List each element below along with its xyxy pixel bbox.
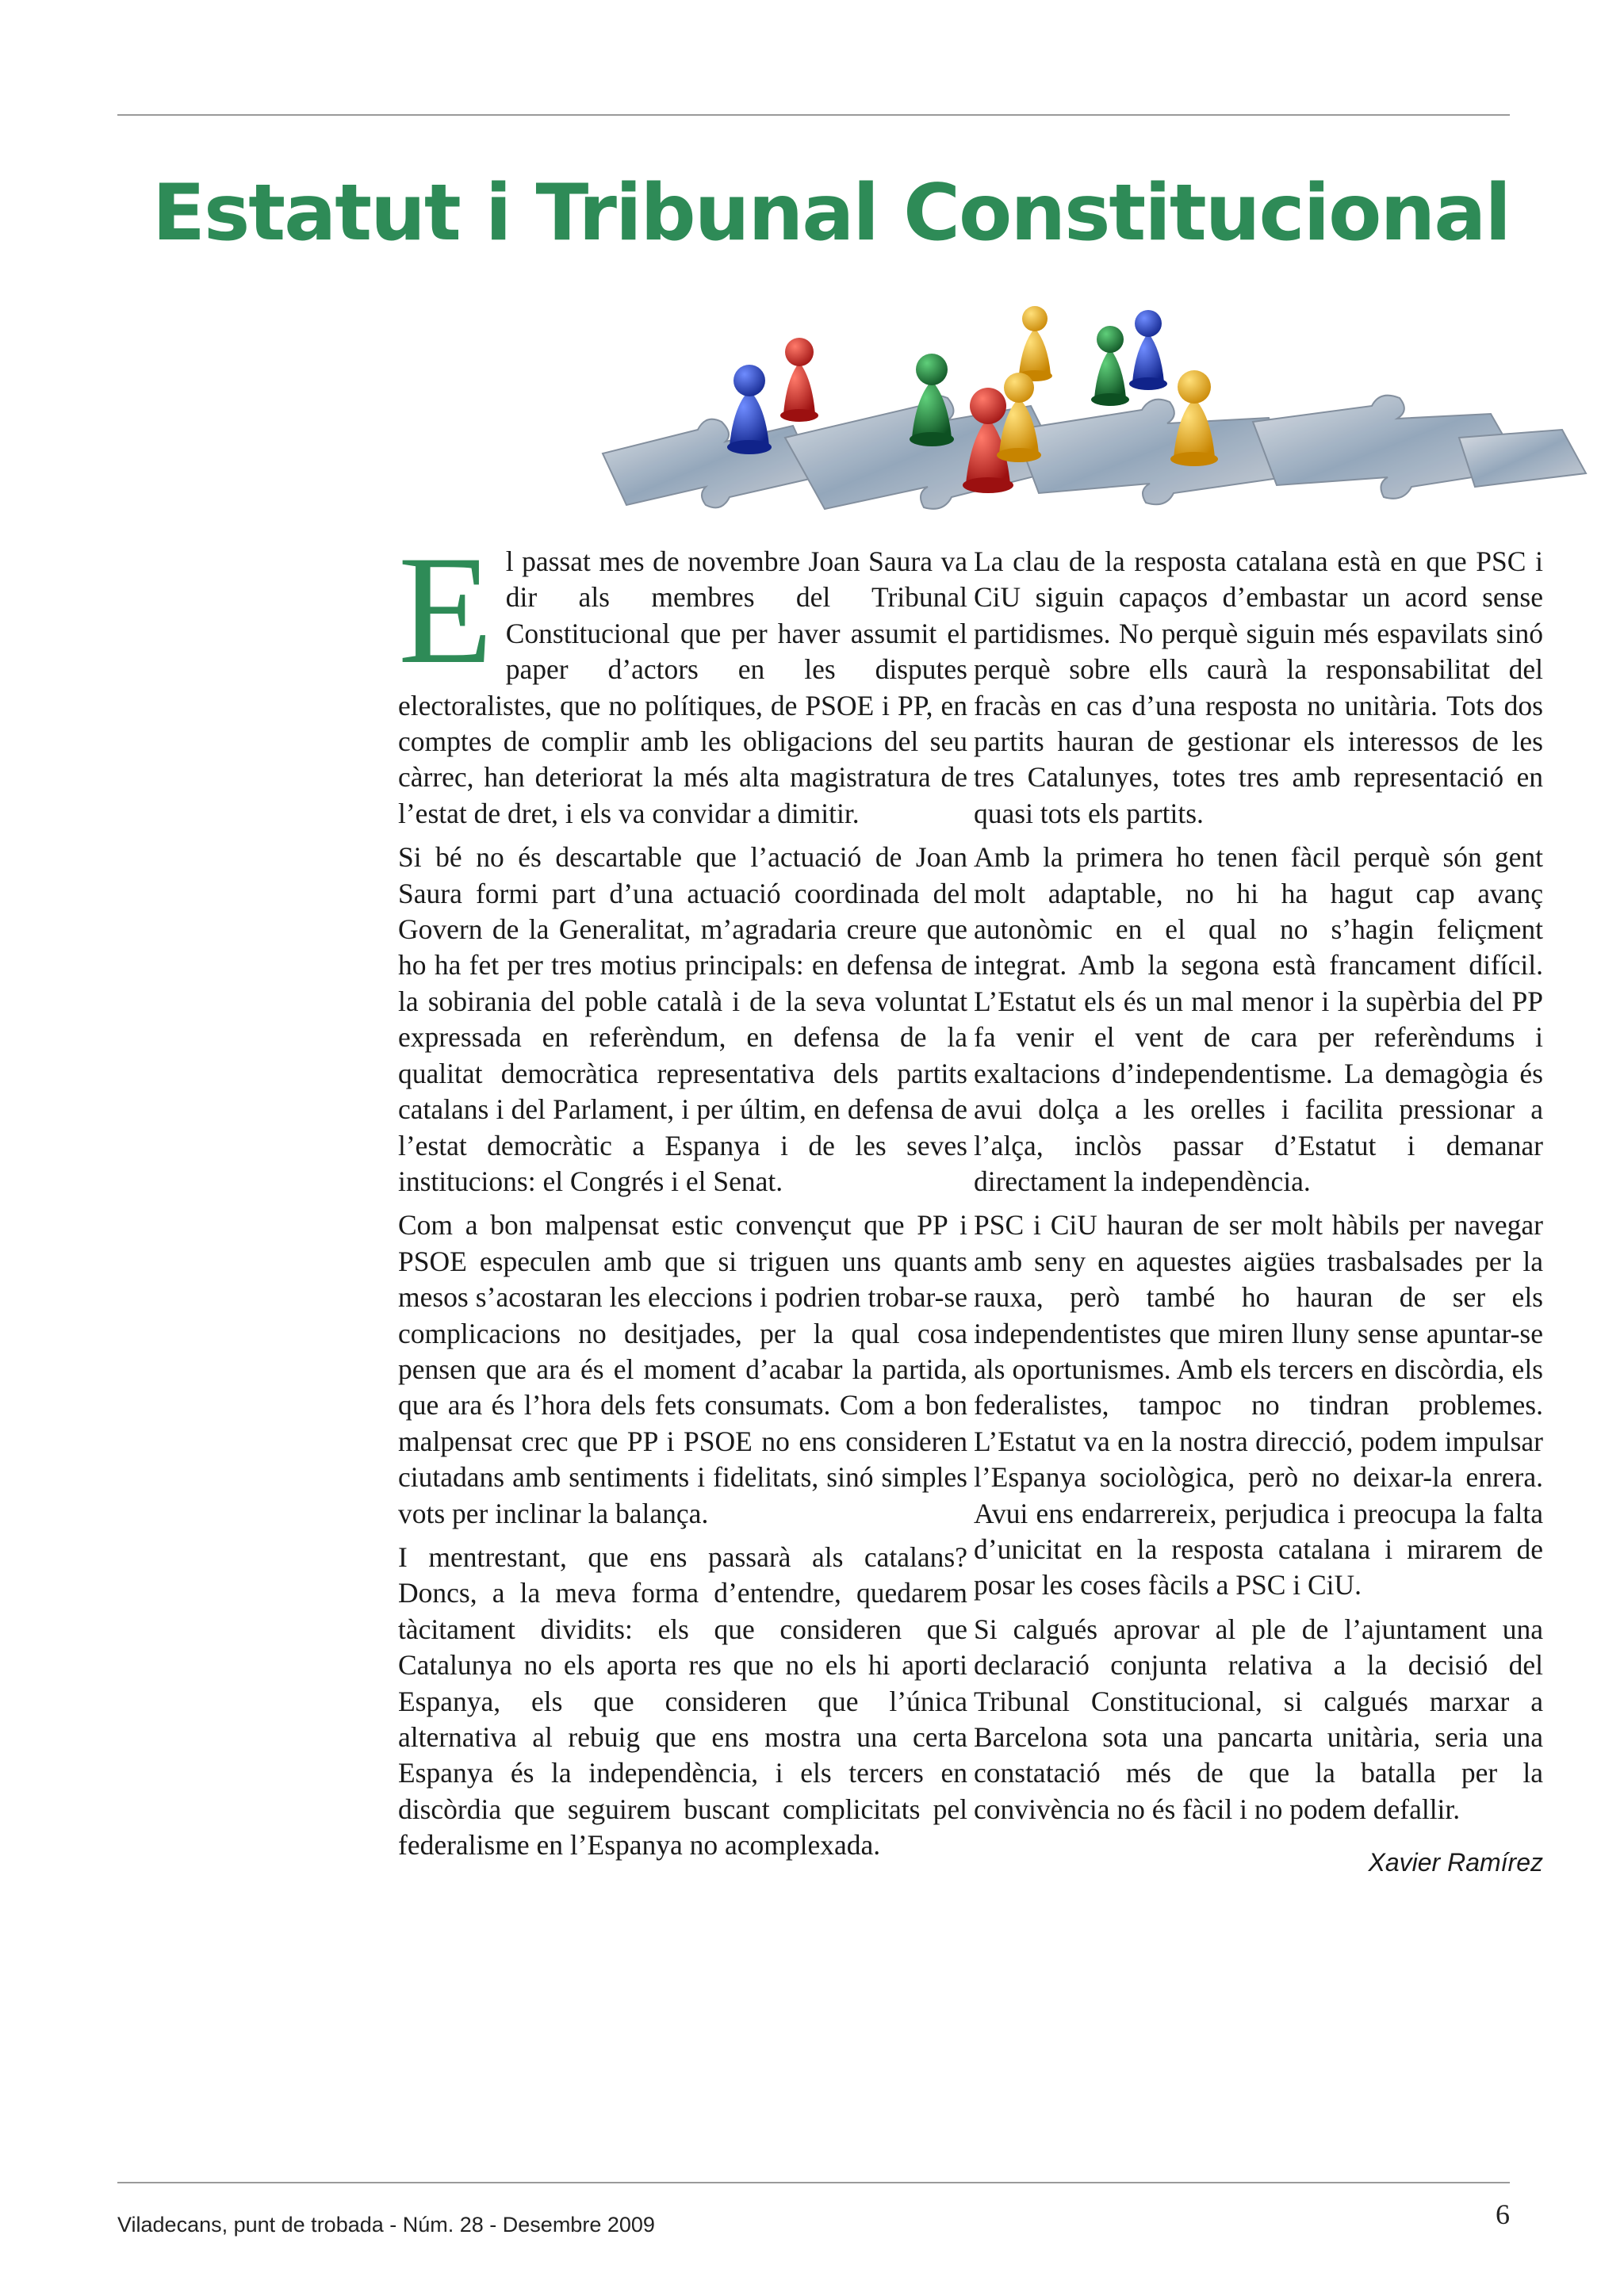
puzzle-pawns-illustration (587, 279, 1602, 517)
drop-cap: E (398, 524, 493, 696)
pawn-blue (727, 365, 772, 454)
author-signature: Xavier Ramírez (1368, 1848, 1543, 1877)
paragraph-5: La clau de la resposta catalana està en que PSC i CiU siguin capaços d’embastar un acord sense partidismes. No perquè siguin més espavilats sinó perquè sobre ells caurà la responsabilitat del fracàs en cas d’una resposta no unitària. Tots dos partits hauran de gestionar els interessos de les tres Catalunyes, totes tres amb representació en quasi tots els partits. (974, 545, 1543, 829)
paragraph-3: Com a bon malpensat estic convençut que PP i PSOE especulen amb que si triguen uns quants mesos s’acostaran les eleccions i podrien trobar-se complicacions no desitjades, per la qual cosa pensen que ara és el moment d’acabar la partida, que ara és l’hora dels fets consumats. Com a bon malpensat crec que PP i PSOE no ens consideren ciutadans amb sentiments i fidelitats, sinó simples vots per inclinar la balança. (398, 1209, 967, 1529)
paragraph-8: Si calgués aprovar al ple de l’ajuntament una declaració conjunta relativa a la decisió del Tribunal Constitucional, si calgués marxar a Barcelona sota una pancarta unitària, seria una constatació més de que la batalla per la convivència no és fàcil i no podem defallir. (974, 1613, 1543, 1825)
paragraph-1: El passat mes de novembre Joan Saura va dir als membres del Tribunal Constitucional que per haver assumit el paper d’actors en les disputes electoralistes, que no polítiques, de PSOE i PP, en comptes de complir amb les obligacions del seu càrrec, han deteriorat la més alta magistratura de l’estat de dret, i els va convidar a dimitir. (398, 524, 967, 829)
bottom-rule (117, 2182, 1510, 2183)
paragraph-2: Si bé no és descartable que l’actuació de Joan Saura formi part d’una actuació coordinada del Govern de la Generalitat, m’agradaria creure que ho ha fet per tres motius principals: en defensa de la sobirania del poble català i de la seva voluntat expressada en referèndum, en defensa de la qualitat democràtica representativa dels partits catalans i del Parlament, i per últim, en defensa de l’estat democràtic a Espanya i de les seves institucions: el Congrés i el Senat. (398, 841, 967, 1197)
article-title: Estatut i Tribunal Constitucional (152, 168, 1510, 258)
article-column-right (974, 544, 1543, 1881)
footer-publication: Viladecans, punt de trobada - Núm. 28 - Desembre 2009 (117, 2213, 655, 2237)
pawn-red (780, 338, 818, 422)
pawn-yellow (1017, 306, 1052, 381)
pawn-yellow-3 (1170, 370, 1218, 466)
paragraph-6: Amb la primera ho tenen fàcil perquè són gent molt adaptable, no hi ha hagut cap avanç autonòmic en el qual no s’hagin feliçment integrat. Amb la segona està francament difícil. L’Estatut els és un mal menor i la supèrbia del PP fa venir el vent de cara per referèndums i exaltacions d’independentisme. La demagògia és avui dolça a les orelles i facilita pressionar a l’alça, inclòs passar d’Estatut i demanar directament la independència. (974, 841, 1543, 1197)
page-number: 6 (1496, 2198, 1510, 2230)
pawn-green-2 (1091, 326, 1129, 406)
pawn-blue-2 (1129, 310, 1167, 390)
article-column-left (398, 524, 967, 1872)
paragraph-7: PSC i CiU hauran de ser molt hàbils per navegar amb seny en aquestes aigües trasbalsades per la rauxa, però també ho hauran de ser els independentistes que miren lluny sense apuntar-se als oportunismes. Amb els tercers en discòrdia, els federalistes, tampoc no tindran problemes. L’Estatut va en la nostra direcció, podem impulsar l’Espanya sociològica, però no deixar-la enrera. Avui ens endarrereix, perjudica i preocupa la falta d’unicitat en la resposta catalana i mirarem de posar les coses fàcils a PSC i CiU. (974, 1209, 1543, 1601)
top-rule (117, 114, 1510, 116)
paragraph-4: I mentrestant, que ens passarà als catalans? Doncs, a la meva forma d’entendre, quedarem tàcitament dividits: els que consideren que Catalunya no els aporta res que no els hi aporti Espanya, els que consideren que l’única alternativa al rebuig que ens mostra una certa Espanya és la independència, i els tercers en discòrdia que seguirem buscant complicitats pel federalisme en l’Espanya no acomplexada. (398, 1540, 967, 1862)
